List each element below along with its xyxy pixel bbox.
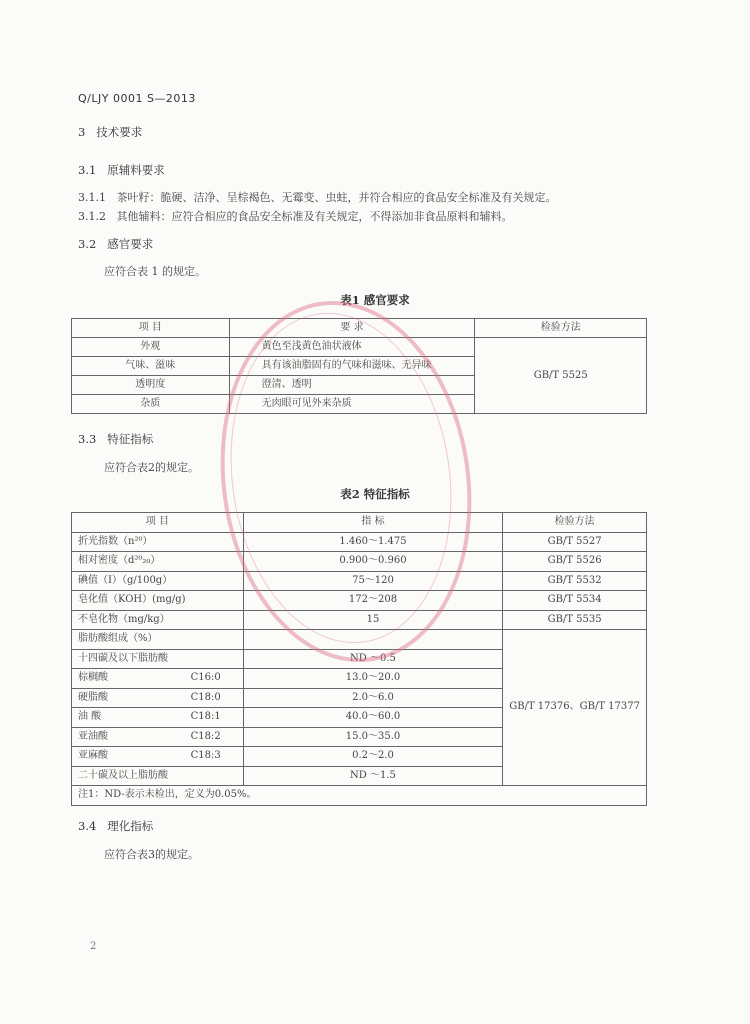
item-name: 二十碳及以上脂肪酸 bbox=[78, 769, 168, 781]
table-row bbox=[72, 610, 647, 630]
item-cell bbox=[72, 727, 244, 747]
clause-3-1-1 bbox=[78, 189, 557, 205]
value-cell: 1.460～1.475 bbox=[243, 532, 503, 552]
section-title: 原辅料要求 bbox=[107, 163, 165, 177]
value-cell: 75～120 bbox=[243, 571, 503, 591]
table-header-row bbox=[72, 513, 647, 533]
value-cell bbox=[243, 630, 503, 650]
item-name: 油 酸 bbox=[78, 711, 102, 722]
method-cell: GB/T 5534 bbox=[503, 591, 647, 611]
clause-text: 茶叶籽：脆硬、洁净、呈棕褐色、无霉变、虫蛀，并符合相应的食品安全标准及有关规定。 bbox=[116, 191, 557, 204]
table-note-row bbox=[72, 786, 647, 806]
requirement-cell: 黄色至浅黄色油状液体 bbox=[229, 338, 475, 357]
item-cell: 气味、滋味 bbox=[72, 357, 230, 376]
section-title: 感官要求 bbox=[107, 237, 154, 251]
section-3-3-heading bbox=[78, 431, 153, 447]
item-name: 亚油酸 bbox=[78, 730, 108, 742]
table-1-caption: 表1 感官要求 bbox=[340, 293, 410, 307]
item-cell bbox=[72, 766, 244, 786]
item-cell bbox=[72, 688, 244, 708]
item-code: C16:0 bbox=[190, 672, 221, 683]
clause-text: 其他辅料：应符合相应的食品安全标准及有关规定，不得添加非食品原料和辅料。 bbox=[116, 210, 513, 223]
item-cell: 碘值（I）（g/100g） bbox=[72, 571, 244, 591]
fatty-acid-header-cell: 脂肪酸组成（%） bbox=[72, 630, 244, 650]
table-row bbox=[72, 571, 647, 591]
method-cell: GB/T 5527 bbox=[503, 532, 647, 552]
table-note: 注1：ND-表示未检出，定义为0.05%。 bbox=[72, 786, 647, 806]
section-title: 特征指标 bbox=[107, 432, 154, 446]
item-cell bbox=[72, 747, 244, 767]
item-cell: 不皂化物（mg/kg） bbox=[72, 610, 244, 630]
table-row bbox=[72, 552, 647, 572]
section-3-4-heading bbox=[78, 818, 153, 834]
item-code: C18:1 bbox=[190, 711, 221, 722]
table-1 bbox=[71, 318, 647, 414]
section-3-heading bbox=[78, 124, 142, 140]
value-cell: 15 bbox=[243, 610, 503, 630]
requirement-cell: 无肉眼可见外来杂质 bbox=[229, 395, 475, 414]
item-cell bbox=[72, 708, 244, 728]
clause-number: 3.1.2 bbox=[78, 210, 106, 223]
section-title: 理化指标 bbox=[107, 819, 154, 833]
fatty-acid-method-cell: GB/T 17376、GB/T 17377 bbox=[503, 630, 647, 786]
method-cell: GB/T 5532 bbox=[503, 571, 647, 591]
page-number: 2 bbox=[90, 941, 97, 952]
item-code: C18:2 bbox=[190, 730, 221, 742]
header-cell: 项 目 bbox=[72, 319, 230, 338]
value-cell: 15.0～35.0 bbox=[243, 727, 503, 747]
item-name: 硬脂酸 bbox=[78, 691, 108, 703]
header-cell: 要 求 bbox=[229, 319, 475, 338]
header-cell: 检验方法 bbox=[503, 513, 647, 533]
value-cell: 0.900～0.960 bbox=[243, 552, 503, 572]
item-name: 十四碳及以下脂肪酸 bbox=[78, 652, 168, 664]
table-row bbox=[72, 532, 647, 552]
method-cell: GB/T 5526 bbox=[503, 552, 647, 572]
section-3-4-text: 应符合表3的规定。 bbox=[104, 848, 199, 861]
item-name: 亚麻酸 bbox=[78, 750, 108, 761]
value-cell: 2.0～6.0 bbox=[243, 688, 503, 708]
clause-number: 3.1.1 bbox=[78, 191, 106, 204]
item-code: C18:3 bbox=[190, 750, 221, 761]
section-number: 3 bbox=[78, 125, 86, 139]
item-code: C18:0 bbox=[190, 691, 221, 703]
table-row bbox=[72, 591, 647, 611]
item-cell: 外观 bbox=[72, 338, 230, 357]
item-cell: 杂质 bbox=[72, 395, 230, 414]
item-name: 棕榈酸 bbox=[78, 672, 108, 683]
item-cell: 皂化值（KOH）(mg/g) bbox=[72, 591, 244, 611]
section-3-2-text: 应符合表 1 的规定。 bbox=[104, 265, 206, 278]
item-cell bbox=[72, 649, 244, 669]
item-cell: 相对密度（d²⁰₂₀） bbox=[72, 552, 244, 572]
section-3-3-text: 应符合表2的规定。 bbox=[104, 461, 199, 474]
value-cell: 13.0～20.0 bbox=[243, 669, 503, 689]
header-cell: 项 目 bbox=[72, 513, 244, 533]
item-cell bbox=[72, 669, 244, 689]
table-2-caption: 表2 特征指标 bbox=[340, 487, 410, 501]
clause-3-1-2 bbox=[78, 208, 513, 224]
table-header-row bbox=[72, 319, 647, 338]
section-3-1-heading bbox=[78, 162, 165, 178]
document-code: Q/LJY 0001 S—2013 bbox=[78, 92, 196, 105]
value-cell: ND ～0.5 bbox=[243, 649, 503, 669]
item-cell: 透明度 bbox=[72, 376, 230, 395]
section-number: 3.3 bbox=[78, 432, 97, 446]
section-3-2-heading bbox=[78, 236, 153, 252]
requirement-cell: 澄清、透明 bbox=[229, 376, 475, 395]
header-cell: 指 标 bbox=[243, 513, 503, 533]
section-number: 3.1 bbox=[78, 163, 97, 177]
item-cell: 折光指数（n²⁰） bbox=[72, 532, 244, 552]
table-row bbox=[72, 338, 647, 357]
section-number: 3.4 bbox=[78, 819, 97, 833]
table-row bbox=[72, 630, 647, 650]
method-cell: GB/T 5525 bbox=[475, 338, 647, 414]
section-number: 3.2 bbox=[78, 237, 97, 251]
value-cell: ND ～1.5 bbox=[243, 766, 503, 786]
section-title: 技术要求 bbox=[96, 125, 143, 139]
value-cell: 172～208 bbox=[243, 591, 503, 611]
table-2 bbox=[71, 512, 647, 806]
value-cell: 40.0～60.0 bbox=[243, 708, 503, 728]
value-cell: 0.2～2.0 bbox=[243, 747, 503, 767]
method-cell: GB/T 5535 bbox=[503, 610, 647, 630]
requirement-cell: 具有该油脂固有的气味和滋味、无异味 bbox=[229, 357, 475, 376]
header-cell: 检验方法 bbox=[475, 319, 647, 338]
